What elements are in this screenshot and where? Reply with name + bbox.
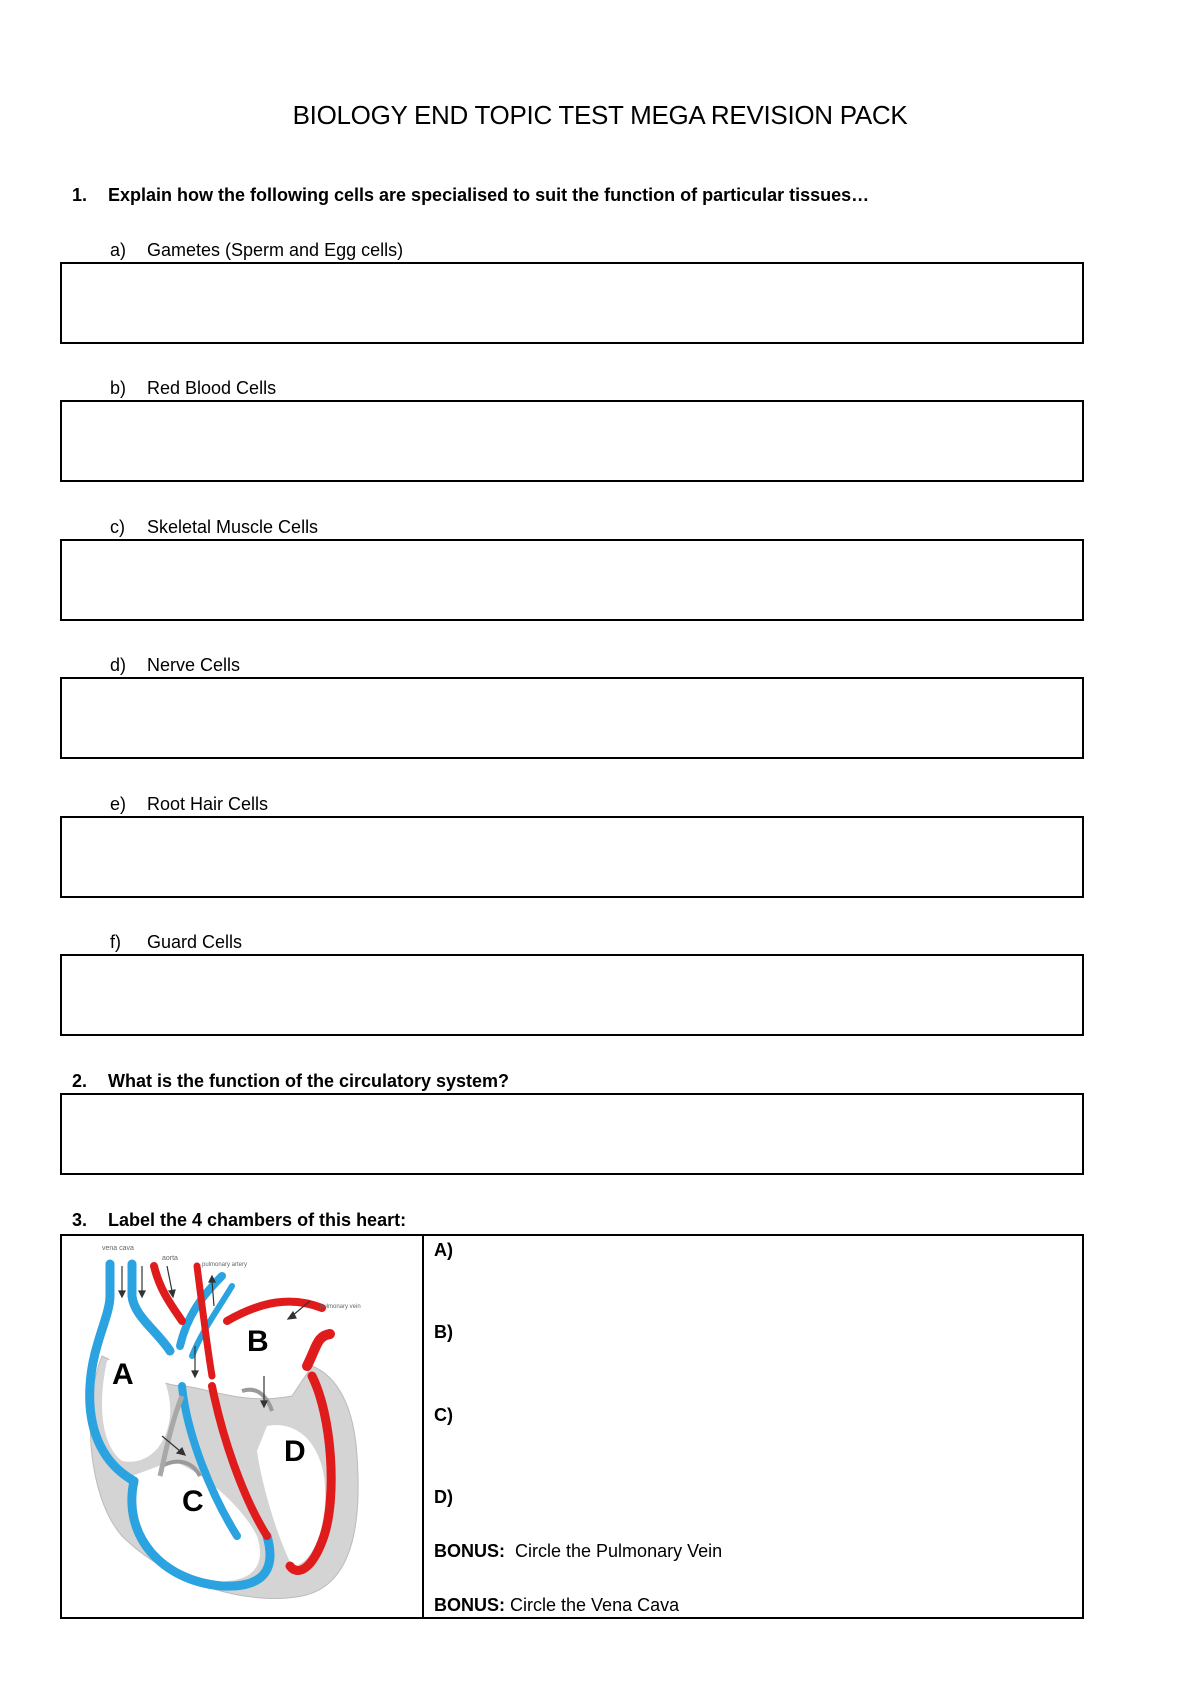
bonus-pulmonary-vein: BONUS: Circle the Pulmonary Vein — [434, 1541, 723, 1561]
question-text: Explain how the following cells are specialised to suit the function of particular tissues… — [108, 185, 870, 205]
answer-b-label[interactable]: B) — [434, 1322, 453, 1342]
part-a-label: a) Gametes (Sperm and Egg cells) — [110, 240, 404, 260]
answer-box-nerve-cells[interactable] — [60, 677, 1084, 759]
part-c-label: c) Skeletal Muscle Cells — [110, 517, 319, 537]
heart-diagram-cell — [62, 1236, 424, 1617]
question-number: 1. — [72, 185, 88, 205]
answer-box-guard-cells[interactable] — [60, 954, 1084, 1036]
chamber-label-a: A — [112, 1358, 134, 1391]
vena-cava-label: vena cava — [102, 1245, 134, 1252]
answer-box-red-blood-cells[interactable] — [60, 400, 1084, 482]
question-3: 3. Label the 4 chambers of this heart: — [72, 1210, 407, 1230]
answer-box-gametes[interactable] — [60, 262, 1084, 344]
page-title: BIOLOGY END TOPIC TEST MEGA REVISION PACK — [292, 100, 908, 130]
aorta-label: aorta — [162, 1255, 178, 1262]
aorta-vessel — [154, 1266, 182, 1321]
answer-box-circulatory-system[interactable] — [60, 1093, 1084, 1175]
heart-diagram — [62, 1236, 422, 1617]
question-2: 2. What is the function of the circulatory system? — [72, 1071, 510, 1091]
answer-a-label[interactable]: A) — [434, 1240, 453, 1260]
chamber-label-d: D — [284, 1435, 306, 1468]
answer-box-skeletal-muscle[interactable] — [60, 539, 1084, 621]
part-f-label: f) Guard Cells — [110, 932, 243, 952]
part-b-label: b) Red Blood Cells — [110, 378, 277, 398]
chamber-label-b: B — [247, 1325, 269, 1358]
part-d-label: d) Nerve Cells — [110, 655, 241, 675]
question-1 — [72, 185, 869, 206]
part-e-label: e) Root Hair Cells — [110, 794, 269, 814]
chamber-label-c: C — [182, 1485, 204, 1518]
heart-labelling-table — [60, 1234, 1084, 1619]
pulmonary-artery-label: pulmonary artery — [202, 1262, 248, 1268]
answer-c-label[interactable]: C) — [434, 1405, 453, 1425]
bonus-vena-cava: BONUS: Circle the Vena Cava — [434, 1595, 680, 1615]
answer-box-root-hair-cells[interactable] — [60, 816, 1084, 898]
answer-d-label[interactable]: D) — [434, 1487, 453, 1507]
vena-cava-vessel-2 — [132, 1264, 170, 1351]
answer-column — [434, 1236, 1074, 1617]
pulmonary-vein-label: pulmonary vein — [320, 1304, 361, 1310]
